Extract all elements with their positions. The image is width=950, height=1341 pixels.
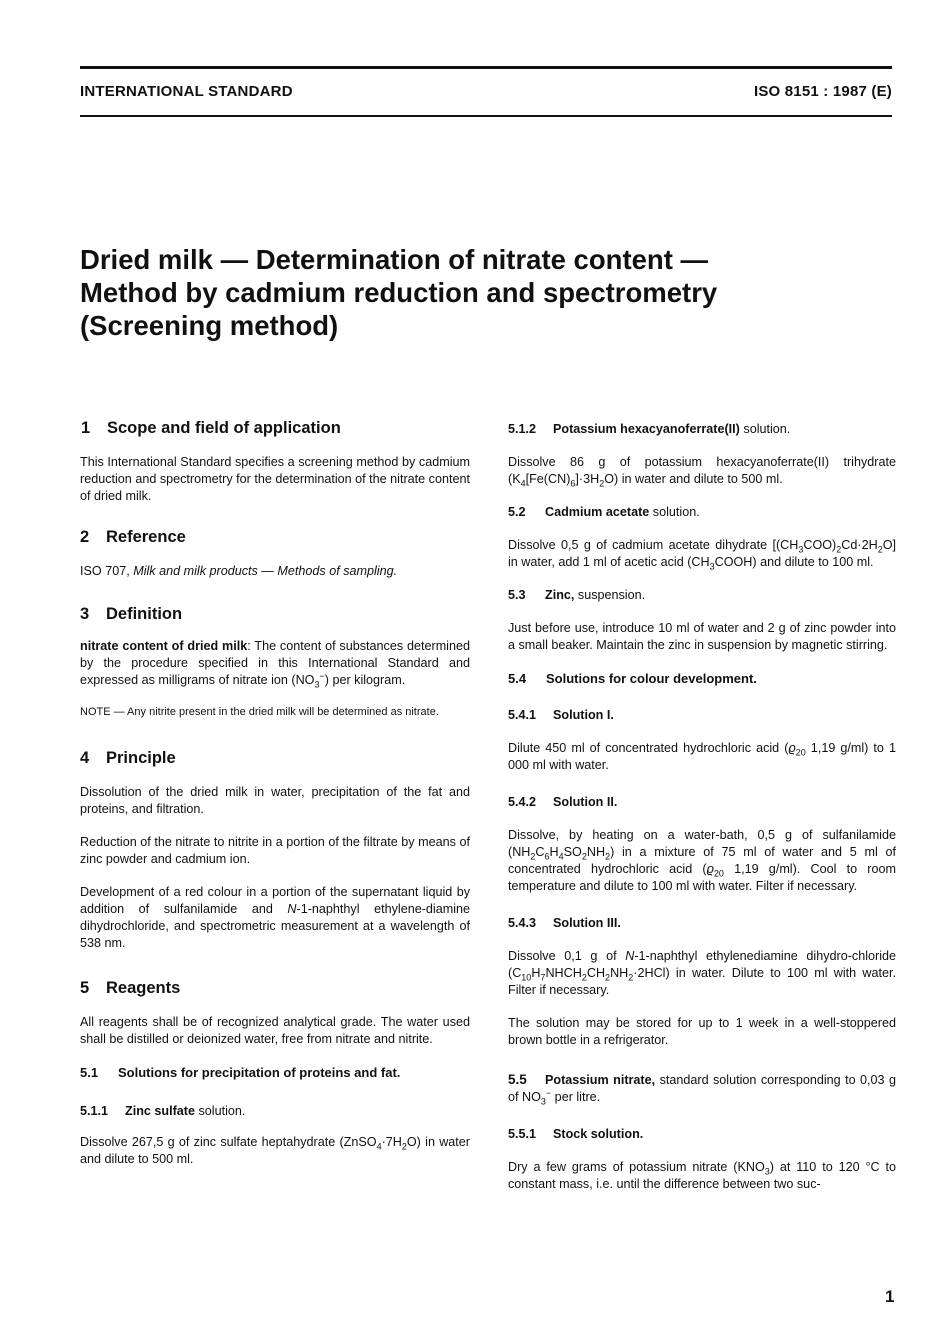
section-4-text-3: Development of a red colour in a portion of the supernatant liquid by addition of sulfanilamide and N-1-naphthyl ethylene-diamine dihydrochloride, and spectrometric measurement at a wavelength of 538 nm. bbox=[80, 885, 470, 950]
section-5-5-heading: 5.5 Potassium nitrate, standard solution corresponding to 0,03 g of $NO_3^-$ per litre. bbox=[508, 1072, 896, 1107]
section-5-4-heading: 5.4 Solutions for colour development. bbox=[508, 671, 757, 686]
section-5-4-3-storage-text: The solution may be stored for up to 1 week in a well-stoppered brown bottle in a refrigerator. bbox=[508, 1016, 896, 1047]
left-column bbox=[80, 418, 470, 1168]
section-5-5-1-heading: 5.5.1 Stock solution. bbox=[508, 1127, 644, 1141]
section-5-4-3-text: Dissolve 0,1 g of N-1-naphthyl ethylenediamine dihydro-chloride $(C_{10}H_7NHCH_2CH_2NH_2\cdot 2HCl)$ in water. Dilute to 100 ml with water. Filter if necessary. bbox=[508, 949, 896, 997]
section-5-1-2-heading: 5.1.2 Potassium hexacyanoferrate(II) solution. bbox=[508, 422, 791, 436]
section-5-4-1-heading: 5.4.1 Solution I. bbox=[508, 708, 614, 722]
section-5-4-2-text: Dissolve, by heating on a water-bath, 0,5 g of sulfanilamide $(NH_2C_6H_4SO_2NH_2)$ in a mixture of 75 ml of water and 5 ml of concentrated hydrochloric acid ($ϱ_{20}$ 1,19 g/ml). Cool to room temperature and dilute to 100 ml with water. Filter if necessary. bbox=[508, 828, 896, 893]
document-title bbox=[80, 243, 880, 342]
section-4-heading: 4 Principle bbox=[80, 749, 176, 767]
page-number: 1 bbox=[885, 1287, 895, 1306]
section-5-text: All reagents shall be of recognized analytical grade. The water used shall be distilled or deionized water, free from nitrate and nitrite. bbox=[80, 1015, 470, 1046]
section-5-1-1-text: Dissolve 267,5 g of zinc sulfate heptahydrate $(ZnSO_4\cdot 7H_2O)$ in water and dilute to 500 ml. bbox=[80, 1135, 471, 1166]
section-5-1-heading: 5.1 Solutions for precipitation of proteins and fat. bbox=[80, 1065, 401, 1080]
top-rule bbox=[80, 66, 892, 69]
section-5-heading: 5 Reagents bbox=[80, 979, 181, 997]
section-5-4-1-text: Dilute 450 ml of concentrated hydrochloric acid ($ϱ_{20}$ 1,19 g/ml) to 1 000 ml with water. bbox=[508, 741, 896, 772]
section-5-4-3-heading: 5.4.3 Solution III. bbox=[508, 916, 621, 930]
right-column bbox=[508, 421, 896, 1193]
title-line-2: Method by cadmium reduction and spectrometry bbox=[80, 277, 718, 308]
section-3-note: NOTE — Any nitrite present in the dried milk will be determined as nitrate. bbox=[80, 706, 439, 718]
section-5-3-heading: 5.3 Zinc, suspension. bbox=[508, 588, 646, 602]
section-5-5-1-text: Dry a few grams of potassium nitrate $(KNO_3)$ at 110 to 120 °C to constant mass, i.e. until the difference between two suc- bbox=[508, 1160, 896, 1191]
section-1-heading: 1 Scope and field of application bbox=[81, 419, 341, 437]
section-5-2-heading: 5.2 Cadmium acetate solution. bbox=[508, 505, 700, 519]
header-rule bbox=[80, 115, 892, 117]
section-5-1-2-text: Dissolve 86 g of potassium hexacyanoferrate(II) trihydrate $(K_4[Fe(CN)_6]\cdot 3H_2O)$ in water and dilute to 500 ml. bbox=[508, 455, 896, 489]
section-5-4-2-heading: 5.4.2 Solution II. bbox=[508, 795, 618, 809]
section-3-heading: 3 Definition bbox=[80, 605, 183, 623]
section-4-text-1: Dissolution of the dried milk in water, precipitation of the fat and proteins, and filtration. bbox=[80, 785, 470, 816]
title-line-1: Dried milk — Determination of nitrate content — bbox=[80, 244, 708, 275]
section-4-text-2: Reduction of the nitrate to nitrite in a portion of the filtrate by means of zinc powder and cadmium ion. bbox=[80, 835, 470, 866]
section-5-2-text: Dissolve 0,5 g of cadmium acetate dihydrate $[(CH_3COO)_2Cd\cdot 2H_2O]$ in water, add 1 ml of acetic acid $(CH_3COOH)$ and dilute to 100 ml. bbox=[508, 538, 896, 572]
section-5-1-1-heading: 5.1.1 Zinc sulfate solution. bbox=[80, 1104, 246, 1118]
section-2-heading: 2 Reference bbox=[80, 528, 186, 546]
section-1-text: This International Standard specifies a screening method by cadmium reduction and spectrometry for the determination of the nitrate content of dried milk. bbox=[80, 455, 470, 503]
section-5-3-text: Just before use, introduce 10 ml of water and 2 g of zinc powder into a small beaker. Maintain the zinc in suspension by magnetic stirring. bbox=[508, 621, 896, 652]
section-2-text: ISO 707, Milk and milk products — Methods of sampling. bbox=[80, 564, 398, 578]
header-standard-label: INTERNATIONAL STANDARD bbox=[80, 83, 293, 100]
title-line-3: (Screening method) bbox=[80, 310, 339, 341]
section-3-text: nitrate content of dried milk: The content of substances determined by the procedure specified in this International Standard and expressed as milligrams of nitrate ion $(NO_3^-)$ per kilogram. bbox=[80, 639, 470, 690]
header-standard-number: ISO 8151 : 1987 (E) bbox=[753, 83, 892, 100]
